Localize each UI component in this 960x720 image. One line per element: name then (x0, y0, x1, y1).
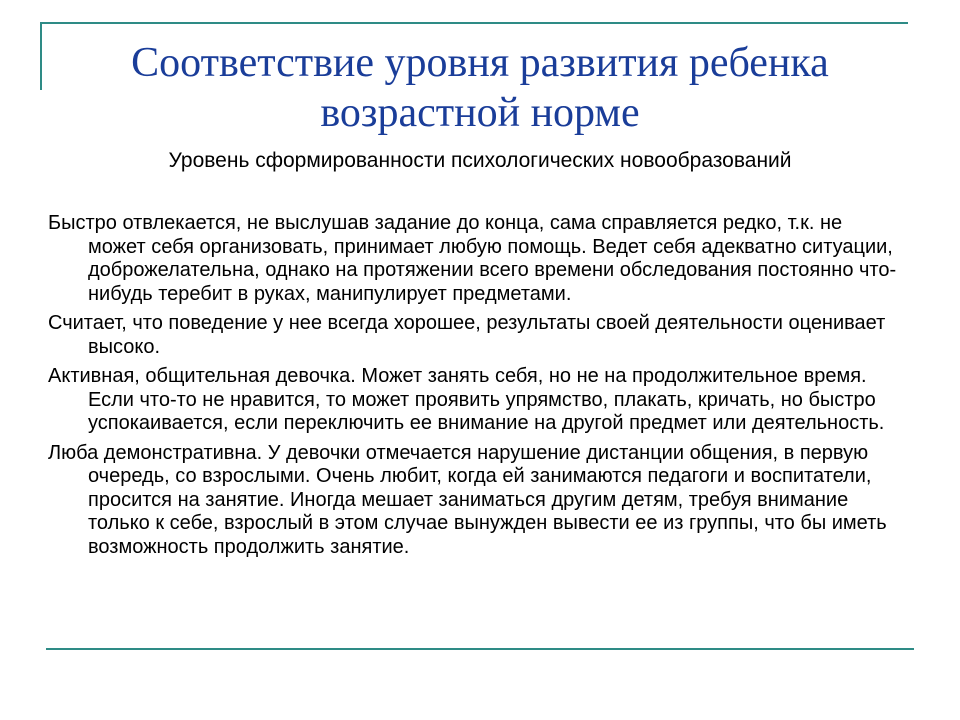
paragraph-demonstrative: Люба демонстративна. У девочки отмечается нарушение дистанции общения, в первую очередь, со взрослыми. Очень любит, когда ей занимаются педагоги и воспитатели, просится на занятие. Иногда мешает заниматься другим детям, требуя внимание только к себе, взрослый в этом случае вынужден вывести ее из группы, что бы иметь возможность продолжить занятие. (48, 441, 887, 558)
paragraph-temperament: Активная, общительная девочка. Может занять себя, но не на продолжительное время. Если что-то не нравится, то может проявить упрямство, плакать, кричать, но быстро успокаивается, если переключить ее внимание на другой предмет или деятельность. (48, 365, 885, 434)
paragraph-attention: Быстро отвлекается, не выслушав задание до конца, сама справляется редко, т.к. не может себя организовать, принимает любую помощь. Ведет себя адекватно ситуации, доброжелательна, однако на протяжении всего времени обследования постоянно что-нибудь теребит в руках, манипулирует предметами. (48, 212, 897, 305)
slide-body (48, 212, 898, 565)
bottom-rule-line (46, 648, 914, 650)
slide-title: Соответствие уровня развития ребенка возрастной норме (131, 40, 829, 136)
top-rule-line (40, 22, 908, 24)
paragraph-self-assessment: Считает, что поведение у нее всегда хорошее, результаты своей деятельности оценивает высоко. (48, 312, 886, 358)
slide-subtitle: Уровень сформированности психологических новообразований (168, 149, 792, 172)
left-rule-line (40, 22, 42, 90)
